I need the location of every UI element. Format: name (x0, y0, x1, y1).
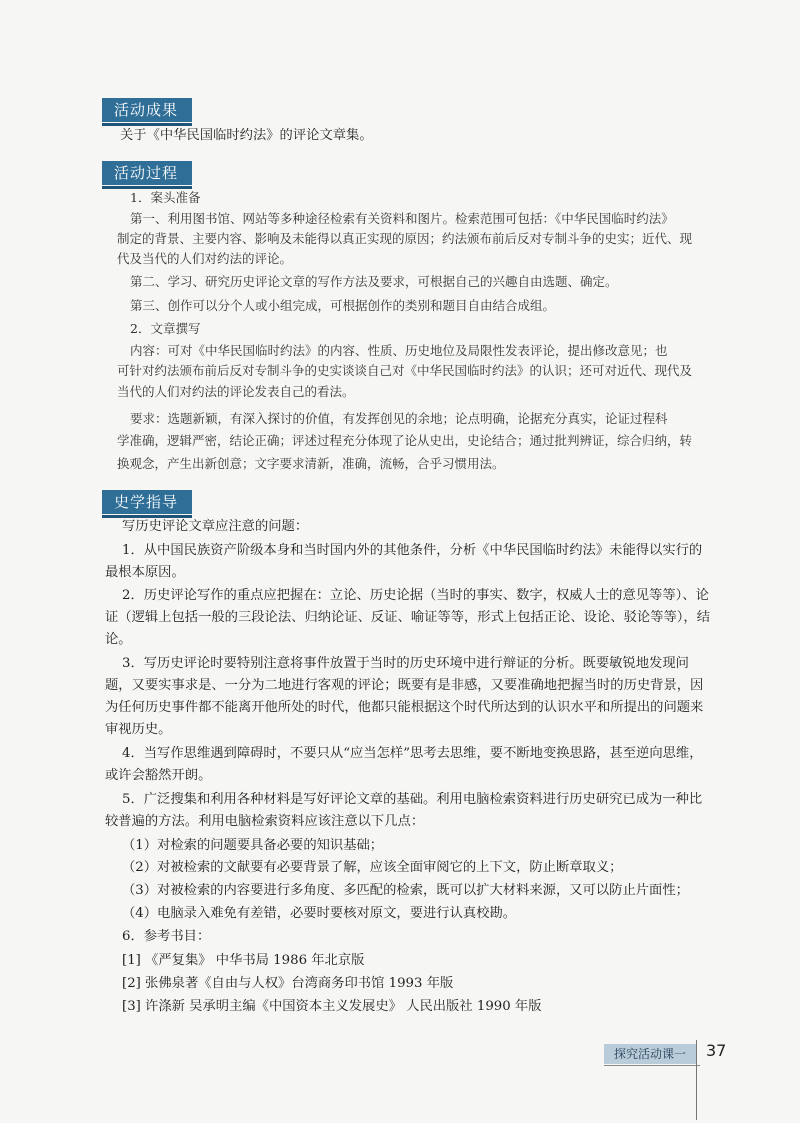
guide-line: 2．历史评论写作的重点应把握在：立论、历史论据（当时的事实、数字，权威人士的意见等等）、论 (122, 588, 709, 603)
guide-line: 3．写历史评论时要特别注意将事件放置于当时的历史环境中进行辩证的分析。既要敏锐地发现问 (122, 656, 689, 671)
guide-line: 审视历史。 (105, 722, 172, 737)
guide-line: （4）电脑录入难免有差错，必要时要核对原文，要进行认真校勘。 (122, 906, 517, 921)
footer-chapter-label: 探究活动课一 (604, 1044, 696, 1064)
result-text: 关于《中华民国临时约法》的评论文章集。 (120, 128, 373, 143)
guide-line: 为任何历史事件都不能离开他所处的时代，他都只能根据这个时代所达到的认识水平和所提出的问题来 (105, 700, 704, 715)
guide-line: 6．参考书目： (122, 929, 211, 944)
section-title-guide: 史学指导 (102, 490, 192, 514)
process-line: 要求：选题新颖，有深入探讨的价值，有发挥创见的余地；论点明确，论据充分真实，论证过程科 (130, 411, 668, 426)
process-line: 2．文章撰写 (130, 321, 201, 336)
guide-line: 最根本原因。 (105, 565, 185, 580)
guide-line: 4．当写作思维遇到障碍时，不要只从“应当怎样”思考去思维，要不断地变换思路，甚至逆向思维， (122, 746, 703, 761)
guide-line: 5．广泛搜集和利用各种材料是写好评论文章的基础。利用电脑检索资料进行历史研究已成为一种比 (122, 792, 703, 807)
process-line: 1．案头准备 (130, 190, 201, 205)
process-line: 学准确，逻辑严密，结论正确；评述过程充分体现了论从史出，史论结合；通过批判辨证，综合归纳，转 (117, 433, 693, 448)
page-number: 37 (706, 1041, 727, 1060)
guide-line: （1）对检索的问题要具备必要的知识基础； (122, 838, 384, 853)
guide-line: 1．从中国民族资产阶级本身和当时国内外的其他条件，分析《中华民国临时约法》未能得以实行的 (122, 543, 703, 558)
guide-line: 论。 (105, 632, 132, 647)
process-line: 第二、学习、研究历史评论文章的写作方法及要求，可根据自己的兴趣自由选题、确定。 (130, 274, 618, 289)
section-title-process: 活动过程 (102, 161, 192, 185)
guide-line: 证（逻辑上包括一般的三段论法、归纳论证、反证、喻证等等，形式上包括正论、设论、驳论等等），结 (105, 610, 711, 625)
process-line: 可针对约法颁布前后反对专制斗争的史实谈谈自己对《中华民国临时约法》的认识；还可对近代、现代及 (117, 363, 693, 378)
reference-item: [3] 许涤新 吴承明主编《中国资本主义发展史》 人民出版社 1990 年版 (122, 999, 542, 1014)
footer-divider (696, 1040, 697, 1120)
process-line: 制定的背景、主要内容、影响及未能得以真正实现的原因；约法颁布前后反对专制斗争的史实；近代、现 (117, 231, 693, 246)
process-line: 换观念，产生出新创意；文字要求清新，准确，流畅，合乎习惯用法。 (117, 456, 505, 471)
guide-line: （2）对被检索的文献要有必要背景了解，应该全面审阅它的上下文，防止断章取义； (122, 860, 623, 875)
guide-line: 较普遍的方法。利用电脑检索资料应该注意以下几点： (105, 814, 425, 829)
footer-rule (604, 1065, 700, 1066)
process-line: 当代的人们对约法的评论发表自己的看法。 (117, 384, 355, 399)
guide-line: 题，又要实事求是、一分为二地进行客观的评论；既要有是非感，又要准确地把握当时的历史背景，因 (105, 678, 704, 693)
guide-line: 或许会豁然开朗。 (105, 768, 212, 783)
guide-line: （3）对被检索的内容要进行多角度、多匹配的检索，既可以扩大材料来源，又可以防止片面性； (122, 883, 689, 898)
process-line: 第三、创作可以分个人或小组完成，可根据创作的类别和题目自由结合成组。 (130, 298, 556, 313)
reference-item: [1] 《严复集》 中华书局 1986 年北京版 (122, 953, 365, 968)
guide-line: 写历史评论文章应注意的问题： (122, 519, 309, 534)
reference-item: [2] 张佛泉著《自由与人权》台湾商务印书馆 1993 年版 (122, 976, 454, 991)
process-line: 第一、利用图书馆、网站等多种途径检索有关资料和图片。检索范围可包括：《中华民国临时约法》 (130, 211, 674, 226)
process-line: 内容：可对《中华民国临时约法》的内容、性质、历史地位及局限性发表评论，提出修改意见；也 (130, 343, 668, 358)
section-title-result: 活动成果 (102, 98, 192, 122)
process-line: 代及当代的人们对约法的评论。 (117, 251, 293, 266)
